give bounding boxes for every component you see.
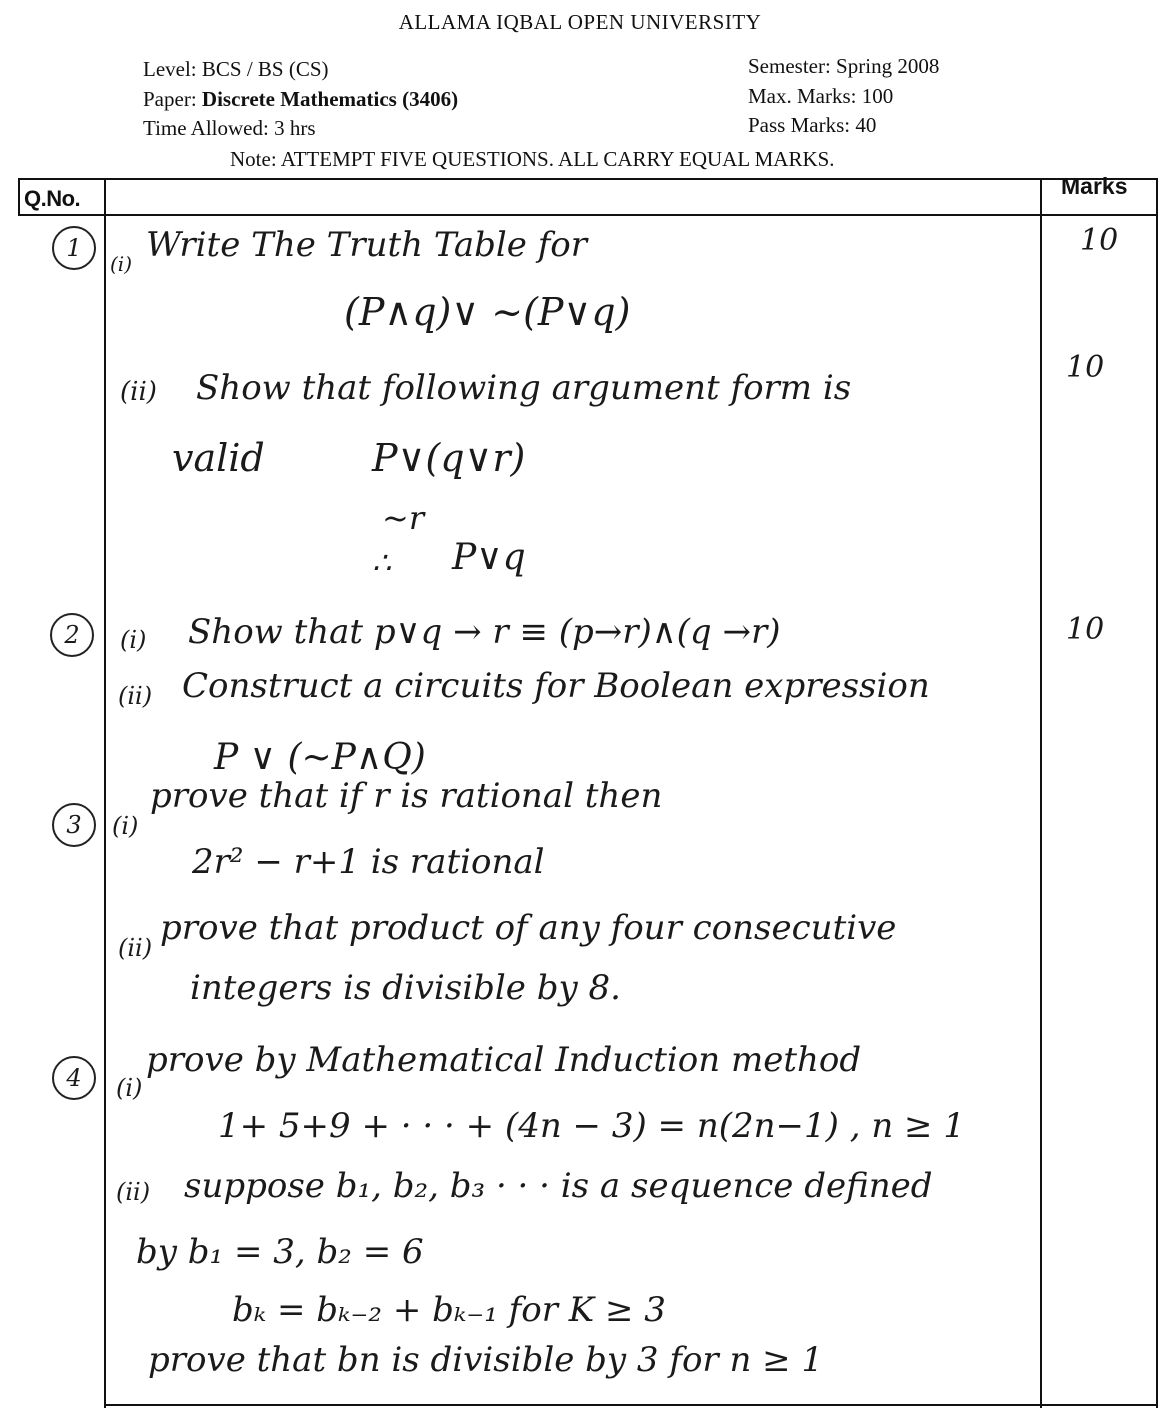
q2-part-i-marks: 10 [1066, 612, 1105, 647]
marks-column-divider [1040, 178, 1042, 1408]
q4-part-ii-line-2: by b₁ = 3, b₂ = 6 [136, 1232, 424, 1272]
pass-marks: Pass Marks: 40 [748, 113, 877, 137]
q4-part-ii-line-4: prove that bn is divisible by 3 for n ≥ 1 [148, 1340, 824, 1380]
q4-part-ii-text: suppose b₁, b₂, b₃ · · · is a sequence defined [184, 1166, 933, 1206]
q1-part-i-text: Write The Truth Table for [146, 225, 588, 265]
paper-info [143, 84, 458, 114]
semester-info: Semester: Spring 2008 [748, 54, 940, 78]
instruction-note: Note: ATTEMPT FIVE QUESTIONS. ALL CARRY EQUAL MARKS. [230, 147, 835, 171]
table-top-border [18, 178, 1158, 180]
paper-name: Discrete Mathematics (3406) [201, 87, 459, 111]
table-right-border [1156, 178, 1158, 1408]
q4-part-ii-line-3: bₖ = bₖ₋₂ + bₖ₋₁ for K ≥ 3 [232, 1290, 666, 1330]
q2-part-ii-text: Construct a circuits for Boolean expression [182, 666, 930, 706]
table-header-divider [18, 214, 1158, 216]
q1-part-ii-text: Show that following argument form is [196, 368, 852, 408]
paper-prefix: Paper: [143, 87, 202, 111]
q4-part-i-expression: 1+ 5+9 + · · · + (4n − 3) = n(2n−1) , n ≥ 1 [218, 1106, 965, 1146]
q1-conclusion: P∨q [452, 537, 526, 578]
q3-part-i-expression: 2r² − r+1 is rational [192, 842, 545, 882]
qno-column-header: Q.No. [24, 186, 81, 211]
table-left-border [18, 178, 20, 216]
qno-column-divider [104, 178, 106, 1408]
q4-part-ii-label: (ii) [116, 1178, 151, 1206]
time-allowed: Time Allowed: 3 hrs [143, 116, 316, 140]
q3-part-i-label: (i) [112, 812, 139, 840]
q1-premise-2: ~r [382, 499, 425, 537]
level-info: Level: BCS / BS (CS) [143, 57, 329, 81]
q1-premise-1: P∨(q∨r) [372, 436, 526, 480]
q2-part-i-text: Show that p∨q → r ≡ (p→r)∧(q →r) [188, 612, 781, 652]
q1-part-ii-marks: 10 [1066, 350, 1105, 385]
q3-part-i-text: prove that if r is rational then [150, 776, 663, 816]
q2-part-ii-label: (ii) [118, 682, 153, 710]
q3-part-ii-label: (ii) [118, 934, 153, 962]
q3-part-ii-continuation: integers is divisible by 8. [190, 968, 621, 1008]
q1-part-ii-label: (ii) [120, 377, 157, 407]
max-marks: Max. Marks: 100 [748, 84, 894, 108]
q4-part-i-label: (i) [116, 1074, 143, 1102]
q2-part-i-label: (i) [120, 626, 147, 654]
marks-column-header: Marks [1061, 173, 1128, 199]
question-number-3: 3 [52, 803, 96, 847]
question-number-1: 1 [52, 226, 96, 270]
q3-part-ii-text: prove that product of any four consecutive [160, 908, 897, 948]
table-bottom-border [104, 1404, 1158, 1406]
question-number-2: 2 [50, 613, 94, 657]
q2-part-ii-expression: P ∨ (~P∧Q) [214, 737, 426, 778]
q1-valid-word: valid [172, 436, 265, 480]
question-number-4: 4 [52, 1056, 96, 1100]
q4-part-i-text: prove by Mathematical Induction method [146, 1040, 862, 1080]
q1-part-i-expression: (P∧q)∨ ~(P∨q) [344, 290, 631, 334]
q1-part-i-label: (i) [110, 252, 133, 276]
university-name: ALLAMA IQBAL OPEN UNIVERSITY [398, 10, 762, 34]
q1-part-i-marks: 10 [1080, 223, 1119, 258]
q1-therefore-symbol: ∴ [372, 546, 392, 581]
